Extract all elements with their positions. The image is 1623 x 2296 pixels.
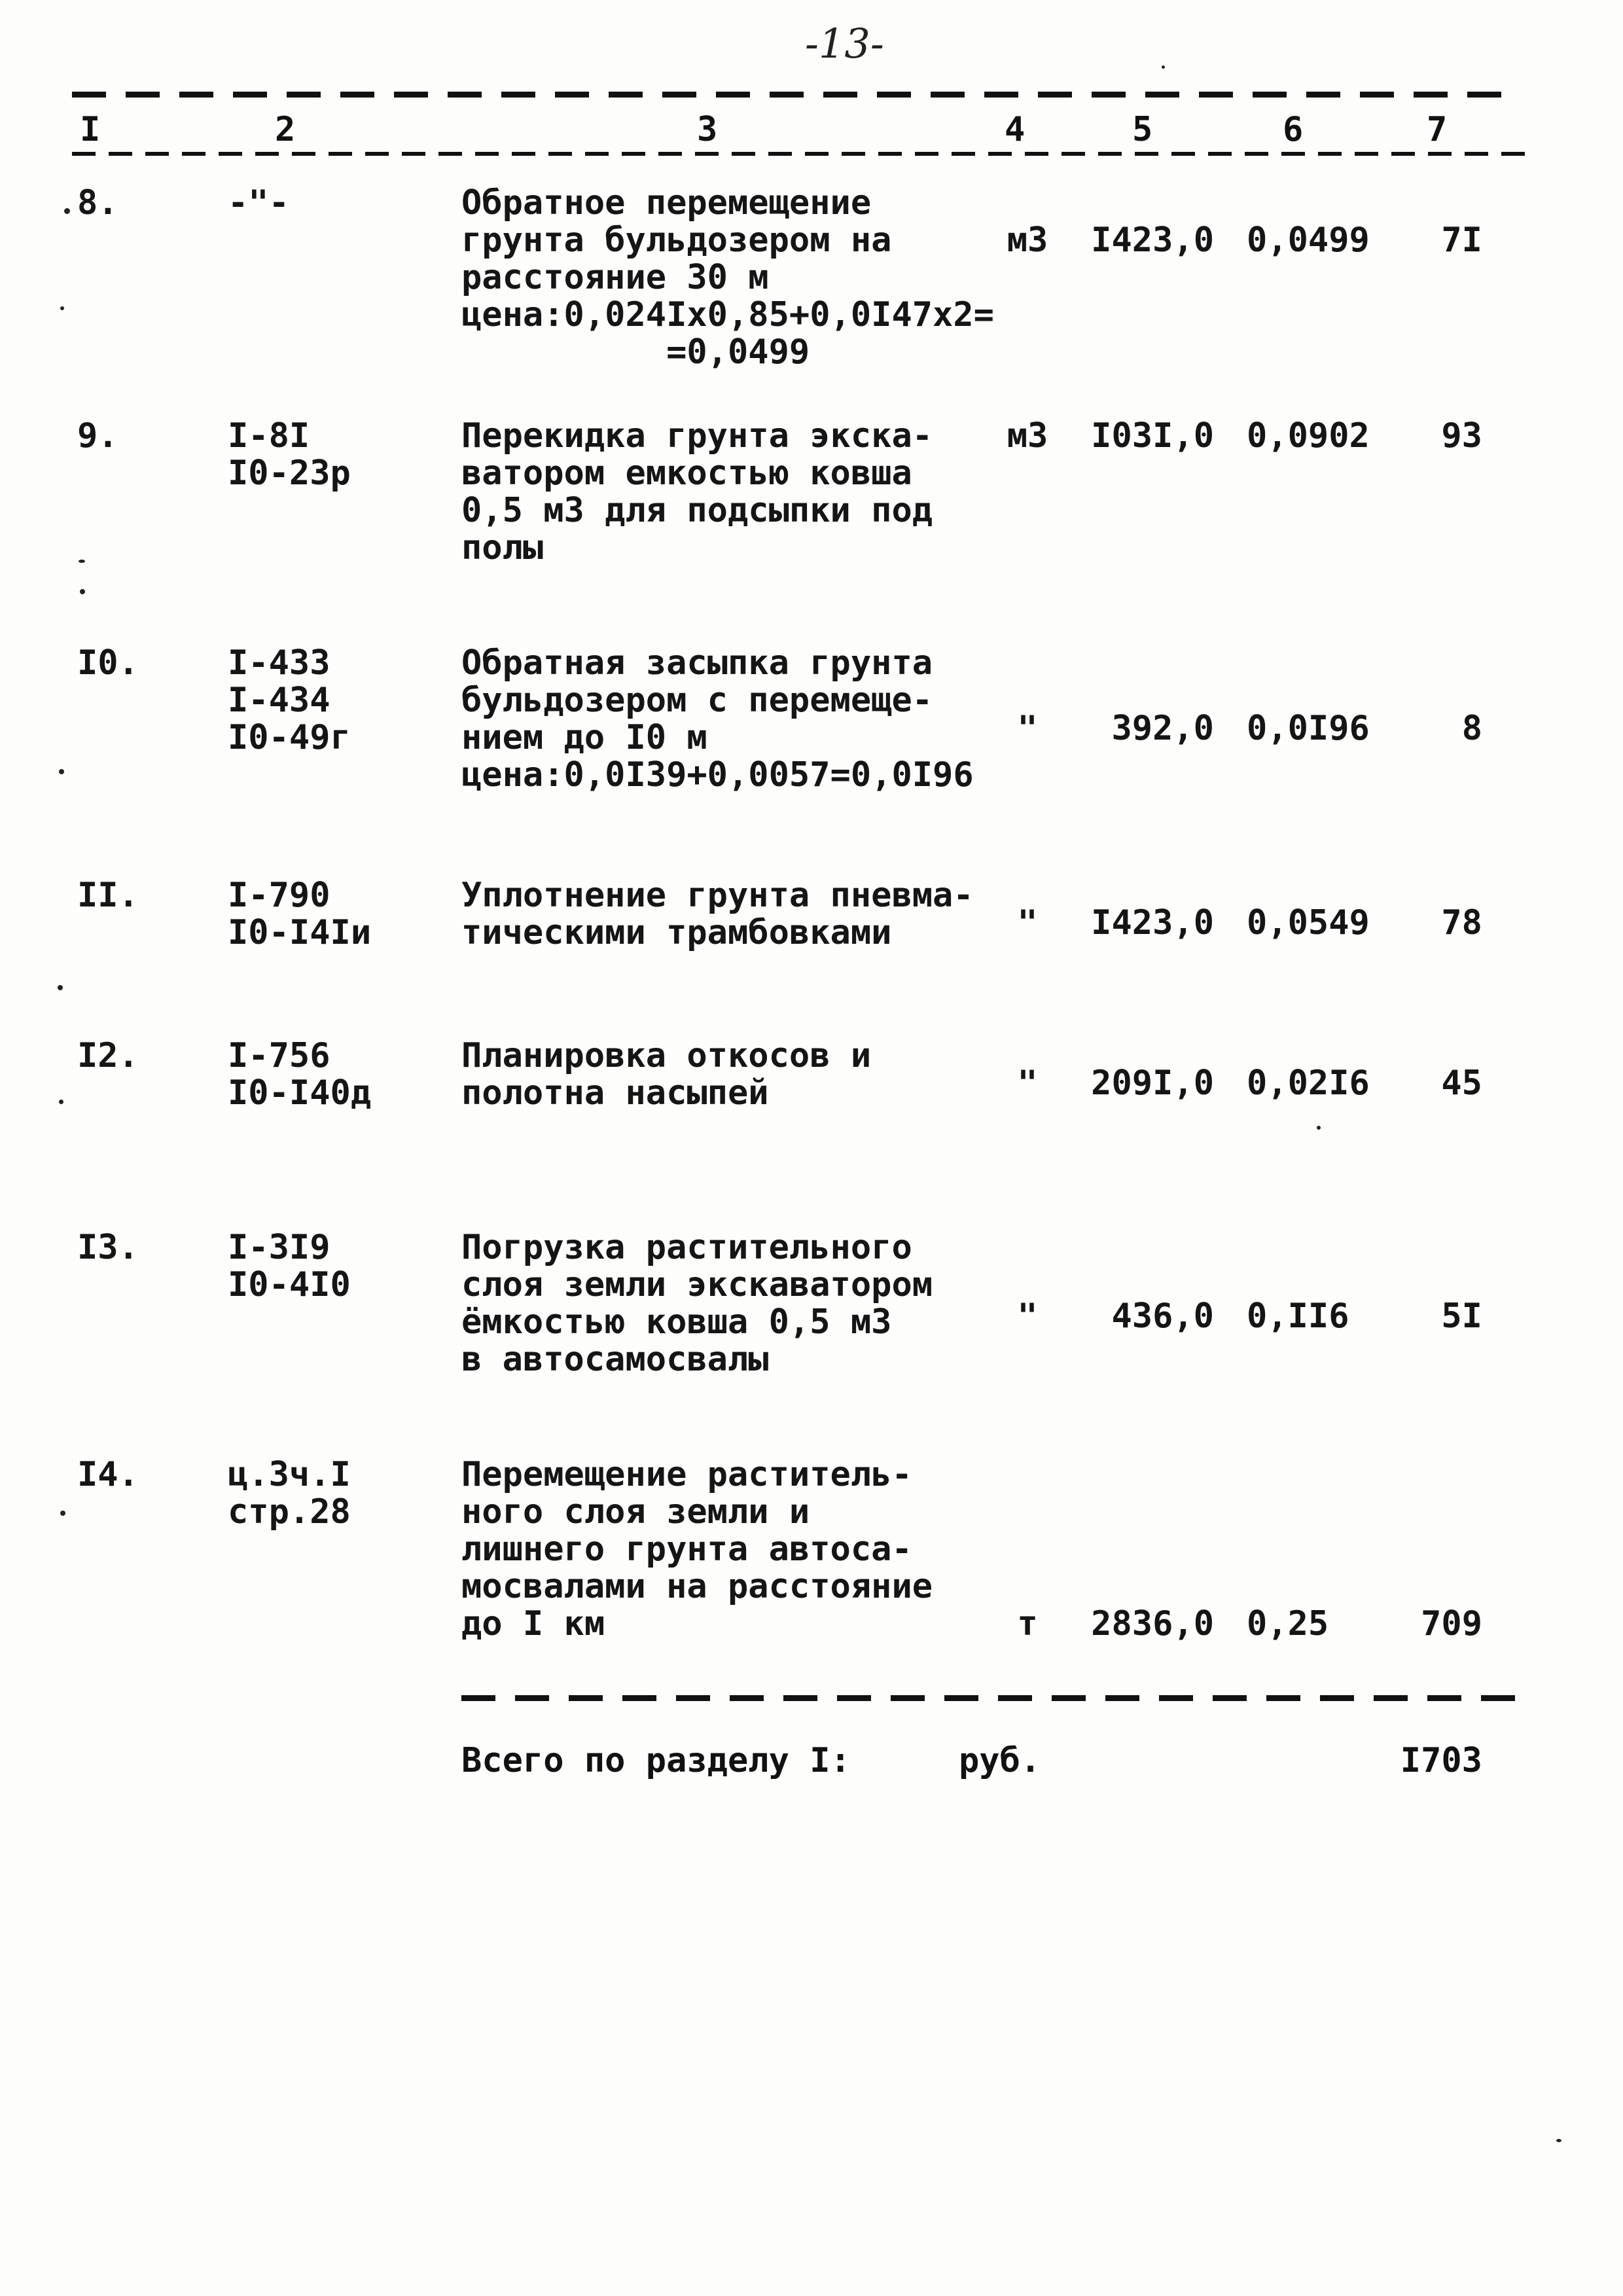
row-number: I2. (77, 1036, 139, 1075)
row-number: I3. (77, 1228, 139, 1267)
row-price: 0,0902 (1247, 416, 1370, 456)
row-quantity: I03I,0 (1091, 416, 1214, 456)
scan-speck (1162, 65, 1165, 69)
row-description: Уплотнение грунта пневма- тическими трамбовками (461, 876, 974, 952)
scan-speck (60, 1511, 65, 1516)
row-sum: 45 (1441, 1064, 1482, 1103)
column-header-3: 3 (697, 110, 718, 149)
total-sum: I703 (1400, 1741, 1482, 1780)
scan-speck (58, 985, 63, 990)
page-number: -13- (805, 20, 884, 67)
row-code: I-756 I0-I40д (228, 1036, 372, 1113)
row-code: I-3I9 I0-4I0 (228, 1228, 351, 1304)
column-header-2: 2 (275, 110, 296, 149)
row-quantity: 209I,0 (1091, 1064, 1214, 1103)
scan-speck (60, 306, 64, 310)
row-code: I-433 I-434 I0-49г (228, 643, 351, 757)
row-sum: 5I (1441, 1297, 1482, 1336)
row-price: 0,25 (1247, 1604, 1329, 1643)
row-number: I0. (77, 643, 139, 683)
row-quantity: I423,0 (1091, 221, 1214, 260)
row-unit: м3 (1007, 416, 1048, 456)
row-quantity: 2836,0 (1091, 1604, 1214, 1643)
column-header-4: 4 (1005, 110, 1026, 149)
row-unit: м3 (1007, 221, 1048, 260)
row-sum: 8 (1461, 709, 1482, 748)
row-number: I4. (77, 1455, 139, 1494)
row-unit: " (1017, 709, 1038, 748)
row-price: 0,0I96 (1247, 709, 1370, 748)
scan-speck (64, 208, 70, 214)
row-sum: 7I (1441, 221, 1482, 260)
row-sum: 93 (1441, 416, 1482, 456)
scan-speck (1556, 2139, 1561, 2142)
total-unit: руб. (959, 1741, 1041, 1780)
column-header-row (0, 110, 1623, 156)
row-sum: 709 (1421, 1604, 1482, 1643)
scan-speck (59, 769, 64, 774)
row-number: II. (77, 876, 139, 915)
total-label: Всего по разделу I: (461, 1741, 851, 1780)
column-header-5: 5 (1132, 110, 1153, 149)
top-rule (72, 92, 1518, 98)
row-price: 0,0499 (1247, 221, 1370, 260)
row-unit: " (1017, 903, 1038, 942)
row-code: ц.3ч.I стр.28 (228, 1455, 351, 1532)
row-description: Обратное перемещение грунта бульдозером на расстояние 30 м цена:0,024Iх0,85+0,0I47х2= =0,0499 (461, 183, 994, 372)
header-rule (72, 152, 1525, 156)
scan-speck (79, 560, 85, 563)
row-description: Обратная засыпка грунта бульдозером с перемеще- нием до I0 м цена:0,0I39+0,0057=0,0I96 (461, 643, 974, 795)
row-description: Погрузка растительного слоя земли экскаватором ёмкостью ковша 0,5 м3 в автосамосвалы (461, 1228, 933, 1379)
row-quantity: I423,0 (1091, 903, 1214, 942)
column-header-1: I (80, 110, 101, 149)
column-header-6: 6 (1283, 110, 1304, 149)
total-rule (461, 1695, 1525, 1701)
row-code: -"- (228, 183, 289, 223)
scan-speck (1317, 1126, 1321, 1130)
row-description: Перемещение раститель- ного слоя земли и лишнего грунта автоса- мосвалами на расстояние до I км (461, 1455, 933, 1643)
scan-speck (80, 589, 85, 594)
scan-speck (59, 1100, 63, 1104)
row-unit: т (1017, 1604, 1038, 1643)
row-description: Планировка откосов и полотна насыпей (461, 1036, 872, 1113)
row-unit: " (1017, 1297, 1038, 1336)
row-description: Перекидка грунта экска- ватором емкостью ковша 0,5 м3 для подсыпки под полы (461, 416, 933, 567)
row-code: I-790 I0-I4Iи (228, 876, 372, 952)
row-code: I-8I I0-23р (228, 416, 351, 493)
row-quantity: 436,0 (1111, 1297, 1214, 1336)
row-price: 0,II6 (1247, 1297, 1349, 1336)
row-quantity: 392,0 (1111, 709, 1214, 748)
row-price: 0,0549 (1247, 903, 1370, 942)
row-sum: 78 (1441, 903, 1482, 942)
row-unit: " (1017, 1064, 1038, 1103)
row-price: 0,02I6 (1247, 1064, 1370, 1103)
row-number: 8. (77, 183, 118, 223)
column-header-7: 7 (1427, 110, 1448, 149)
row-number: 9. (77, 416, 118, 456)
